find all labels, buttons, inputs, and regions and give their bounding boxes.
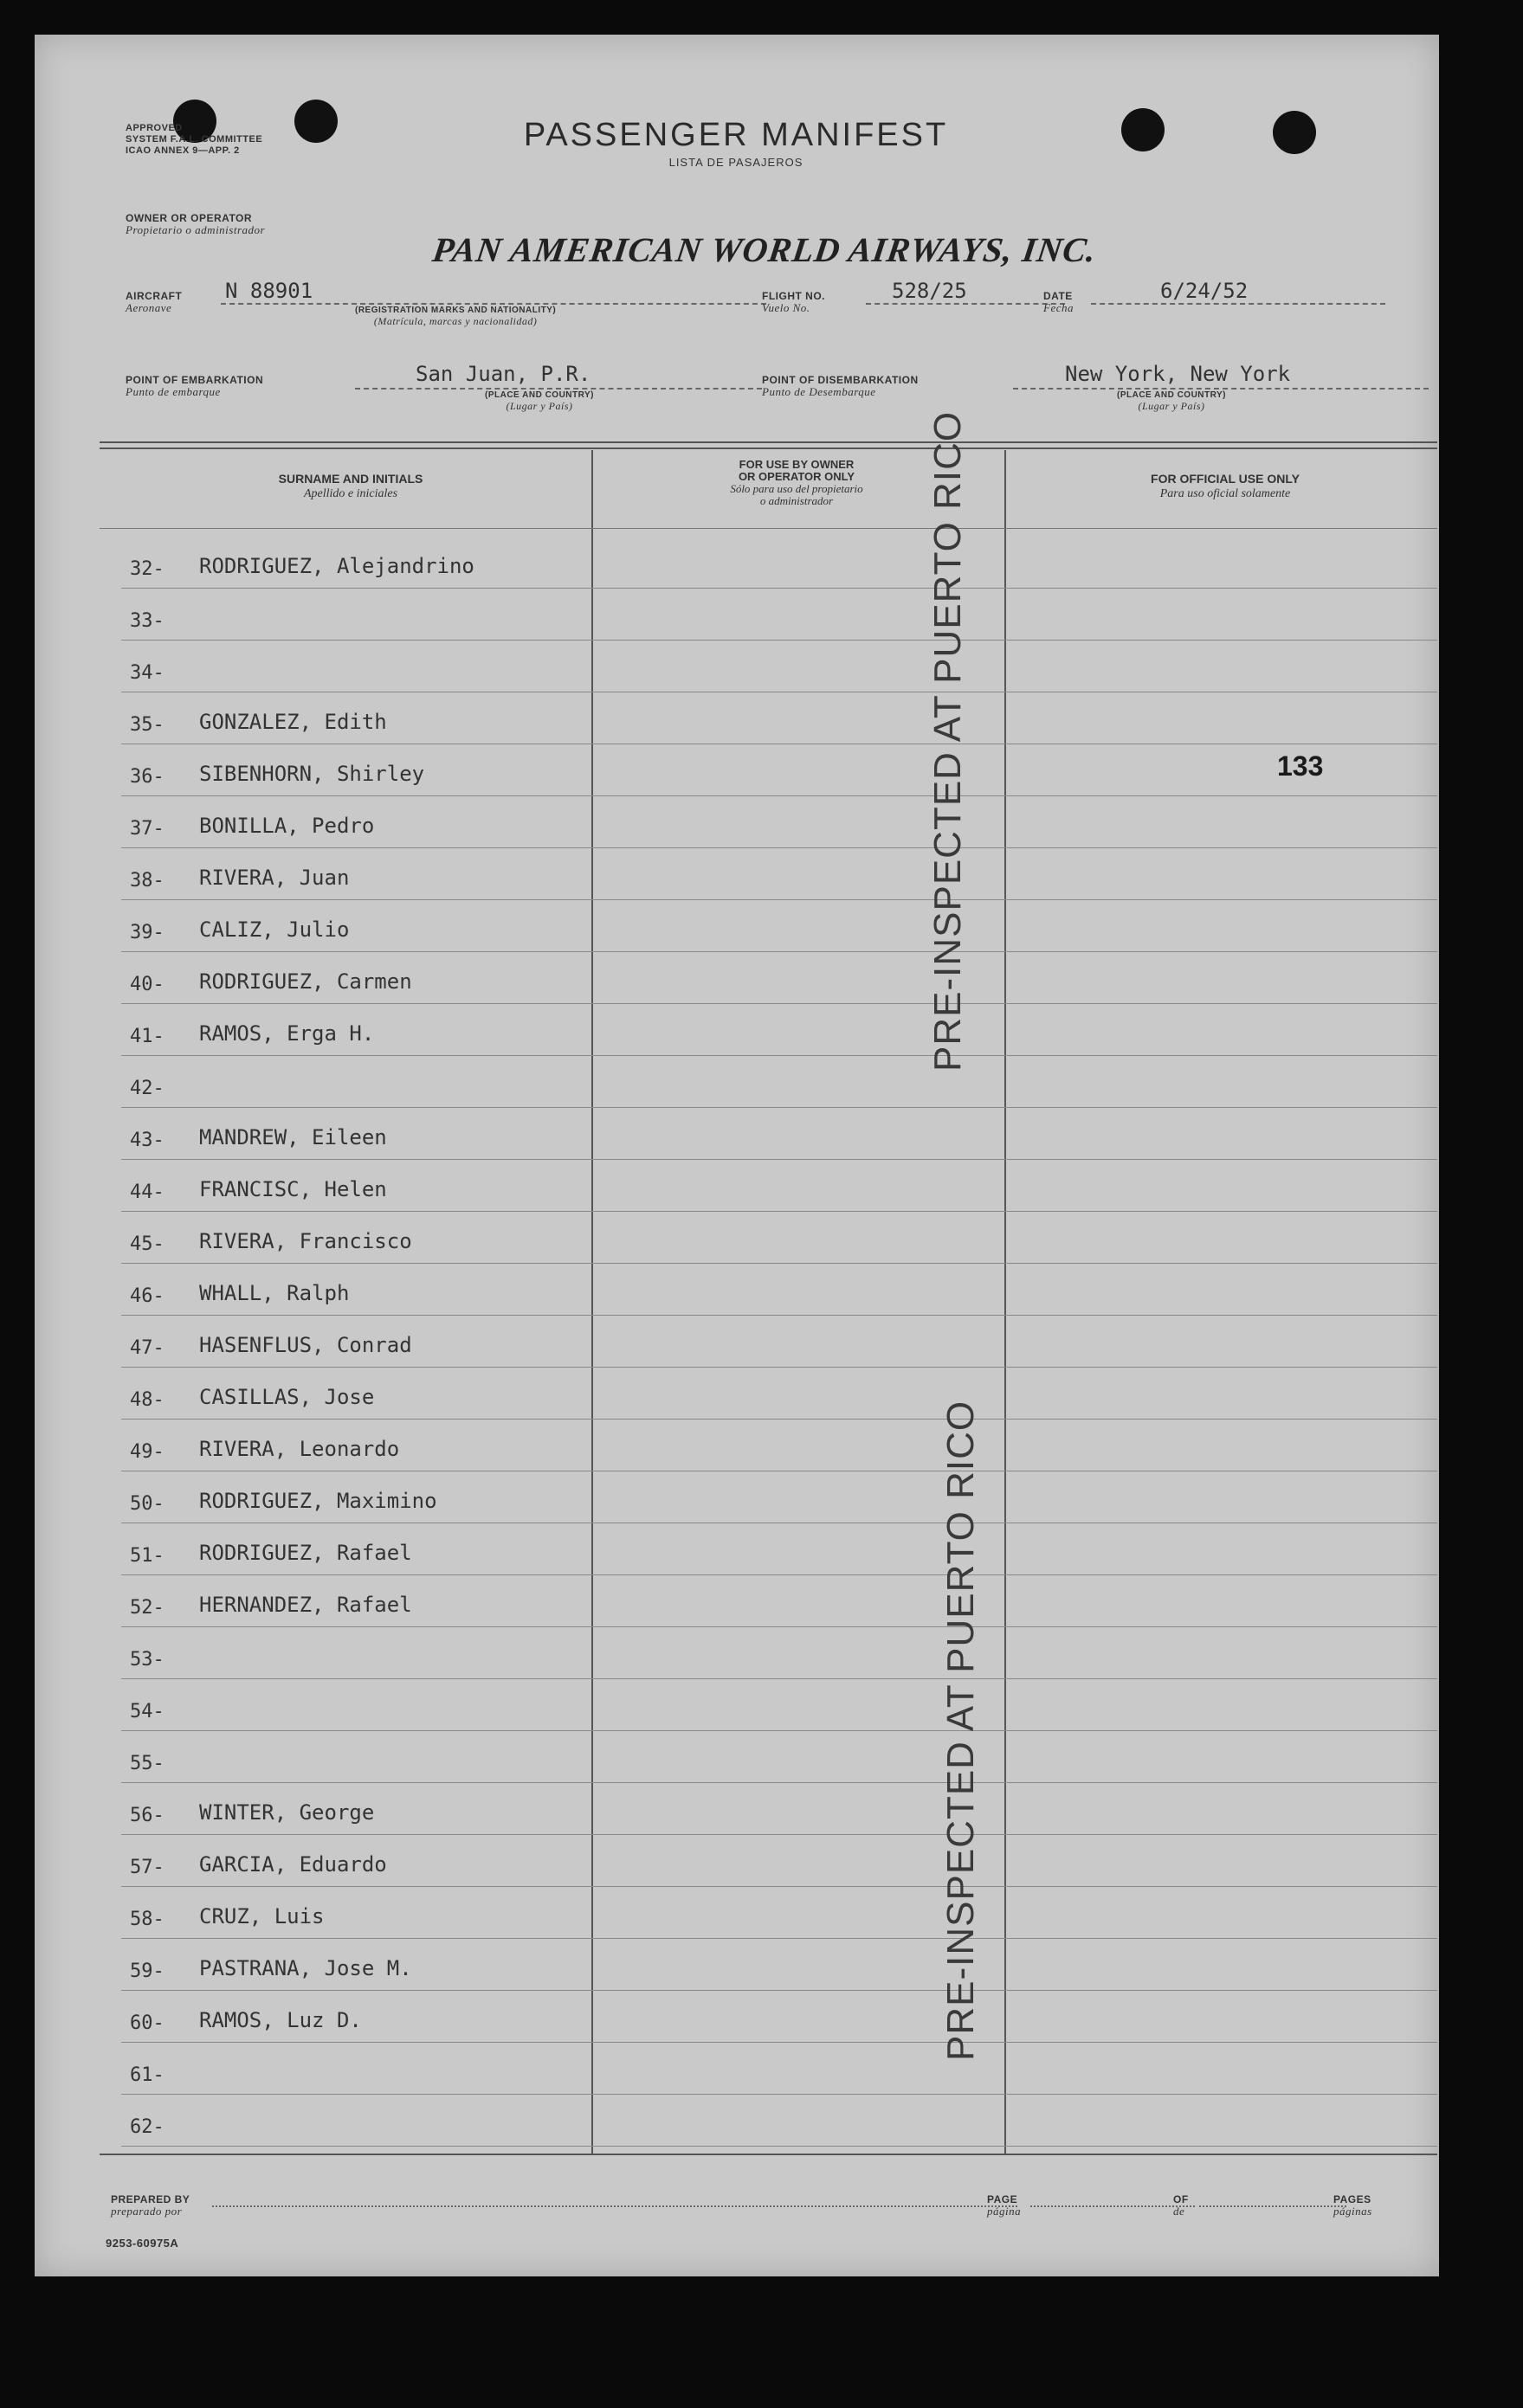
- row-number: 40-: [130, 974, 165, 995]
- owner-use-column-header: [641, 459, 952, 507]
- table-row: [121, 1835, 1437, 1887]
- table-row: [121, 1471, 1437, 1523]
- row-rule: [121, 2146, 1437, 2147]
- passenger-name: RODRIGUEZ, Alejandrino: [199, 554, 474, 578]
- table-row: [121, 1368, 1437, 1420]
- row-number: 56-: [130, 1805, 165, 1826]
- owner-use-header-2: OR OPERATOR ONLY: [738, 470, 855, 483]
- pages-label: PAGES: [1333, 2193, 1371, 2205]
- page-title: PASSENGER MANIFEST: [523, 117, 949, 153]
- table-row: [121, 952, 1437, 1004]
- passenger-name: CRUZ, Luis: [199, 1904, 325, 1928]
- row-number: 58-: [130, 1909, 165, 1930]
- disembark-label-block: [762, 374, 919, 398]
- table-row: [121, 1991, 1437, 2043]
- pages-label-es: páginas: [1333, 2205, 1372, 2218]
- passenger-name: WHALL, Ralph: [199, 1281, 350, 1305]
- row-number: 38-: [130, 870, 165, 892]
- pages-label-block: [1333, 2193, 1372, 2218]
- prepared-label-es: preparado por: [111, 2205, 183, 2218]
- aircraft-label-es: Aeronave: [126, 301, 172, 314]
- passenger-name: HERNANDEZ, Rafael: [199, 1593, 412, 1617]
- passenger-name: SIBENHORN, Shirley: [199, 762, 425, 786]
- place-note: (PLACE AND COUNTRY): [485, 390, 594, 400]
- official-use-header-es: Para uso oficial solamente: [1159, 487, 1291, 500]
- aircraft-label: AIRCRAFT: [126, 290, 183, 302]
- passenger-name: RAMOS, Luz D.: [199, 2008, 362, 2032]
- disembark-label: POINT OF DISEMBARKATION: [762, 374, 919, 386]
- pre-inspected-stamp: PRE-INSPECTED AT PUERTO RICO: [939, 1400, 982, 2061]
- row-number: 46-: [130, 1285, 165, 1307]
- date-label: DATE: [1043, 290, 1073, 302]
- surname-header: SURNAME AND INITIALS: [278, 472, 423, 486]
- passenger-name: CALIZ, Julio: [199, 917, 350, 942]
- embark-label-block: [126, 374, 263, 398]
- aircraft-label-block: [126, 290, 182, 314]
- aircraft-value: N 88901: [225, 279, 313, 303]
- row-number: 59-: [130, 1961, 165, 1982]
- table-row: [121, 1783, 1437, 1835]
- of-label-block: [1173, 2193, 1189, 2218]
- table-row: [121, 1575, 1437, 1627]
- table-row: [121, 848, 1437, 900]
- passenger-name: RIVERA, Francisco: [199, 1229, 412, 1253]
- table-row: [121, 900, 1437, 952]
- embark-label-es: Punto de embarque: [126, 385, 221, 398]
- row-number: 33-: [130, 610, 165, 632]
- page-subtitle: LISTA DE PASAJEROS: [668, 156, 803, 169]
- passenger-name: BONILLA, Pedro: [199, 814, 375, 838]
- row-number: 43-: [130, 1130, 165, 1151]
- flight-underline: [866, 303, 1065, 305]
- row-number: 55-: [130, 1753, 165, 1774]
- place-note-es: (Lugar y País): [1138, 400, 1205, 412]
- flight-label-es: Vuelo No.: [762, 301, 810, 314]
- table-row: [121, 1264, 1437, 1316]
- row-number: 50-: [130, 1493, 165, 1515]
- punch-hole: [294, 100, 338, 143]
- approval-block: [126, 123, 262, 157]
- place-note-es: (Lugar y País): [506, 400, 573, 412]
- row-number: 35-: [130, 714, 165, 736]
- passenger-name: FRANCISC, Helen: [199, 1177, 387, 1201]
- table-row: [121, 1316, 1437, 1368]
- owner-use-header-1: FOR USE BY OWNER: [739, 458, 855, 471]
- page-label-block: [987, 2193, 1021, 2218]
- official-use-value: 133: [1277, 750, 1324, 782]
- row-number: 45-: [130, 1233, 165, 1255]
- passenger-name: RIVERA, Leonardo: [199, 1437, 400, 1461]
- table-row: [121, 1731, 1437, 1783]
- date-label-block: [1043, 290, 1074, 314]
- date-label-es: Fecha: [1043, 301, 1074, 314]
- approval-line-2: SYSTEM F.A.L. COMMITTEE: [126, 134, 263, 145]
- row-number: 37-: [130, 818, 165, 840]
- disembark-label-es: Punto de Desembarque: [762, 385, 876, 398]
- page-label-es: página: [987, 2205, 1022, 2218]
- table-row: [121, 1679, 1437, 1731]
- passenger-name: MANDREW, Eileen: [199, 1125, 387, 1149]
- passenger-name: RODRIGUEZ, Maximino: [199, 1489, 437, 1513]
- row-number: 61-: [130, 2064, 165, 2086]
- punch-hole: [1121, 108, 1165, 151]
- row-number: 36-: [130, 766, 165, 788]
- table-row: [121, 692, 1437, 744]
- row-number: 41-: [130, 1026, 165, 1047]
- of-label-es: de: [1173, 2205, 1185, 2218]
- row-number: 47-: [130, 1337, 165, 1359]
- row-number: 54-: [130, 1701, 165, 1722]
- row-number: 34-: [130, 662, 165, 684]
- form-number: 9253-60975A: [106, 2237, 179, 2250]
- place-note: (PLACE AND COUNTRY): [1117, 390, 1226, 400]
- row-number: 48-: [130, 1389, 165, 1411]
- embark-underline: [355, 388, 762, 390]
- approval-line-1: APPROVED: [126, 123, 183, 133]
- row-number: 32-: [130, 558, 165, 580]
- passenger-name: HASENFLUS, Conrad: [199, 1333, 412, 1357]
- date-underline: [1091, 303, 1385, 305]
- table-top-rule: [100, 441, 1437, 449]
- disembark-place-note: [1117, 390, 1226, 413]
- passenger-name: RODRIGUEZ, Carmen: [199, 969, 412, 994]
- row-number: 51-: [130, 1545, 165, 1567]
- passenger-name: RAMOS, Erga H.: [199, 1021, 375, 1046]
- page-label: PAGE: [987, 2193, 1018, 2205]
- owner-use-header-es-2: o administrador: [759, 494, 834, 507]
- aircraft-note-es: (Matrícula, marcas y nacionalidad): [373, 315, 538, 327]
- flight-label-block: [762, 290, 825, 314]
- embark-label: POINT OF EMBARKATION: [126, 374, 264, 386]
- disembark-value: New York, New York: [1065, 362, 1291, 386]
- disembark-underline: [1013, 388, 1429, 390]
- manifest-sheet: [35, 35, 1439, 2276]
- aircraft-underline: [221, 303, 766, 305]
- passenger-name: GONZALEZ, Edith: [199, 710, 387, 734]
- row-number: 53-: [130, 1649, 165, 1671]
- table-row: [121, 796, 1437, 848]
- row-number: 57-: [130, 1857, 165, 1878]
- table-row: [121, 537, 1437, 589]
- table-row: [121, 1627, 1437, 1679]
- surname-header-es: Apellido e iniciales: [303, 487, 398, 500]
- prepared-by-block: [111, 2193, 190, 2218]
- pre-inspected-stamp: PRE-INSPECTED AT PUERTO RICO: [926, 410, 969, 1072]
- surname-column-header: [190, 472, 511, 501]
- table-row: [121, 2095, 1437, 2147]
- approval-line-3: ICAO ANNEX 9—APP. 2: [126, 145, 240, 156]
- aircraft-note: (REGISTRATION MARKS AND NATIONALITY): [355, 306, 557, 315]
- row-number: 49-: [130, 1441, 165, 1463]
- of-label: OF: [1173, 2193, 1189, 2205]
- owner-use-header-es-1: Sólo para uso del propietario: [730, 482, 863, 495]
- table-row: [121, 1212, 1437, 1264]
- row-number: 62-: [130, 2116, 165, 2138]
- passenger-name: PASTRANA, Jose M.: [199, 1956, 412, 1980]
- table-bottom-rule: [100, 2154, 1437, 2155]
- row-number: 60-: [130, 2012, 165, 2034]
- table-row: [121, 1523, 1437, 1575]
- company-name: PAN AMERICAN WORLD AIRWAYS, INC.: [429, 230, 1100, 269]
- punch-hole: [1273, 111, 1316, 154]
- table-row: [121, 1108, 1437, 1160]
- table-row: [121, 1004, 1437, 1056]
- table-row: [121, 641, 1437, 692]
- passenger-name: RIVERA, Juan: [199, 866, 350, 890]
- table-row: [121, 1939, 1437, 1991]
- flight-value: 528/25: [892, 279, 967, 303]
- table-row: [121, 2043, 1437, 2095]
- page-underline: [1030, 2205, 1195, 2207]
- prepared-label: PREPARED BY: [111, 2193, 190, 2205]
- table-row: [121, 589, 1437, 641]
- embark-value: San Juan, P.R.: [416, 362, 591, 386]
- flight-label: FLIGHT NO.: [762, 290, 825, 302]
- prepared-underline: [212, 2205, 1017, 2207]
- table-row: [121, 744, 1437, 796]
- row-number: 39-: [130, 922, 165, 943]
- aircraft-note-block: [355, 306, 556, 328]
- table-row: [121, 1420, 1437, 1471]
- row-number: 42-: [130, 1078, 165, 1099]
- of-underline: [1199, 2205, 1346, 2207]
- official-use-header: FOR OFFICIAL USE ONLY: [1151, 472, 1300, 486]
- table-row: [121, 1056, 1437, 1108]
- header-bottom-rule: [100, 528, 1437, 529]
- passenger-name: GARCIA, Eduardo: [199, 1852, 387, 1877]
- owner-label: OWNER OR OPERATOR: [126, 212, 253, 224]
- table-row: [121, 1887, 1437, 1939]
- passenger-name: CASILLAS, Jose: [199, 1385, 375, 1409]
- embark-place-note: [485, 390, 594, 413]
- table-row: [121, 1160, 1437, 1212]
- owner-label-block: [126, 212, 265, 236]
- owner-label-es: Propietario o administrador: [126, 223, 266, 236]
- passenger-name: RODRIGUEZ, Rafael: [199, 1541, 412, 1565]
- date-value: 6/24/52: [1160, 279, 1249, 303]
- official-use-column-header: [1052, 472, 1398, 501]
- row-number: 44-: [130, 1181, 165, 1203]
- passenger-name: WINTER, George: [199, 1800, 375, 1825]
- row-number: 52-: [130, 1597, 165, 1619]
